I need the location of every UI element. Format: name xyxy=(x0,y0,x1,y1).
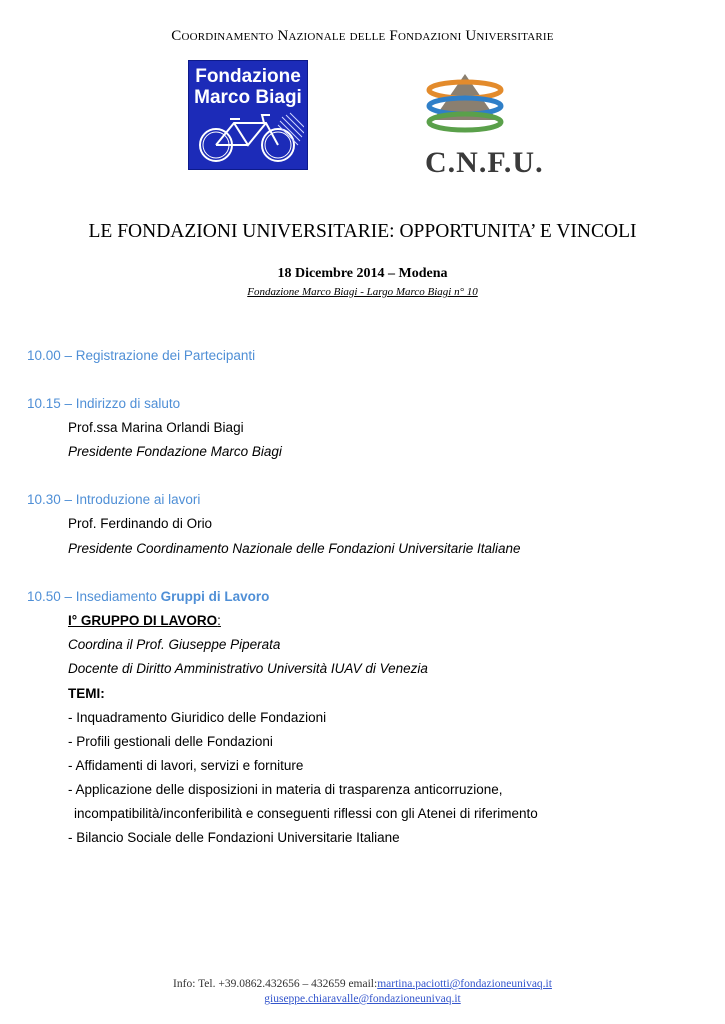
group-title xyxy=(68,613,221,628)
agenda-saluto-speaker: Prof.ssa Marina Orlandi Biagi xyxy=(68,420,244,435)
group-title-text: I° GRUPPO DI LAVORO xyxy=(68,613,218,628)
logo-text-line2: Marco Biagi xyxy=(194,87,302,108)
tema-item: - Profili gestionali delle Fondazioni xyxy=(68,734,273,749)
tema-item: - Applicazione delle disposizioni in materia di trasparenza anticorruzione, xyxy=(68,782,503,797)
agenda-saluto-time: 10.15 – Indirizzo di saluto xyxy=(27,396,181,411)
event-title: LE FONDAZIONI UNIVERSITARIE: OPPORTUNITA’ E VINCOLI xyxy=(88,221,637,242)
footer-info-prefix: Info: Tel. +39.0862.432656 – 432659 email: xyxy=(173,978,378,990)
group-coordinator: Coordina il Prof. Giuseppe Piperata xyxy=(68,637,281,652)
footer-line-2 xyxy=(0,992,725,1007)
group-title-colon: : xyxy=(217,613,221,628)
temi-label: TEMI: xyxy=(68,686,105,701)
footer-email-link-2[interactable]: giuseppe.chiaravalle@fondazioneunivaq.it xyxy=(264,993,461,1005)
cnfu-logo-text: C.N.F.U. xyxy=(425,146,544,179)
footer-contact-info xyxy=(0,977,725,1007)
agenda-insediamento-time-text: 10.50 – Insediamento xyxy=(27,589,161,604)
cnfu-rings-mountain-icon xyxy=(425,72,545,144)
tema-item-continuation: incompatibilità/inconferibilità e conseguenti riflessi con gli Atenei di riferimento xyxy=(74,806,538,821)
event-date: 18 Dicembre 2014 – Modena xyxy=(277,266,448,281)
footer-email-link-1[interactable]: martina.paciotti@fondazioneunivaq.it xyxy=(377,978,552,990)
cnfu-logo xyxy=(425,72,545,182)
agenda-registrazione: 10.00 – Registrazione dei Partecipanti xyxy=(27,348,256,363)
logo-text-line1: Fondazione xyxy=(195,66,301,87)
agenda-introduzione-time: 10.30 – Introduzione ai lavori xyxy=(27,492,201,507)
bicycle-icon xyxy=(194,111,304,167)
footer-line-1 xyxy=(0,977,725,992)
tema-item: - Inquadramento Giuridico delle Fondazioni xyxy=(68,710,327,725)
tema-item: - Affidamenti di lavori, servizi e forniture xyxy=(68,758,304,773)
tema-item: - Bilancio Sociale delle Fondazioni Universitarie Italiane xyxy=(68,830,400,845)
event-venue: Fondazione Marco Biagi - Largo Marco Biagi n° 10 xyxy=(247,286,478,298)
group-coordinator-role: Docente di Diritto Amministrativo Università IUAV di Venezia xyxy=(68,661,428,676)
agenda-introduzione-role: Presidente Coordinamento Nazionale delle Fondazioni Universitarie Italiane xyxy=(68,541,521,556)
agenda-insediamento-gruppi: Gruppi di Lavoro xyxy=(160,589,270,604)
agenda-introduzione-speaker: Prof. Ferdinando di Orio xyxy=(68,516,213,531)
agenda-saluto-role: Presidente Fondazione Marco Biagi xyxy=(68,444,282,459)
header-org-name: Coordinamento Nazionale delle Fondazioni Universitarie xyxy=(171,28,554,44)
fondazione-marco-biagi-logo xyxy=(188,60,308,170)
agenda-insediamento-time xyxy=(27,589,269,604)
